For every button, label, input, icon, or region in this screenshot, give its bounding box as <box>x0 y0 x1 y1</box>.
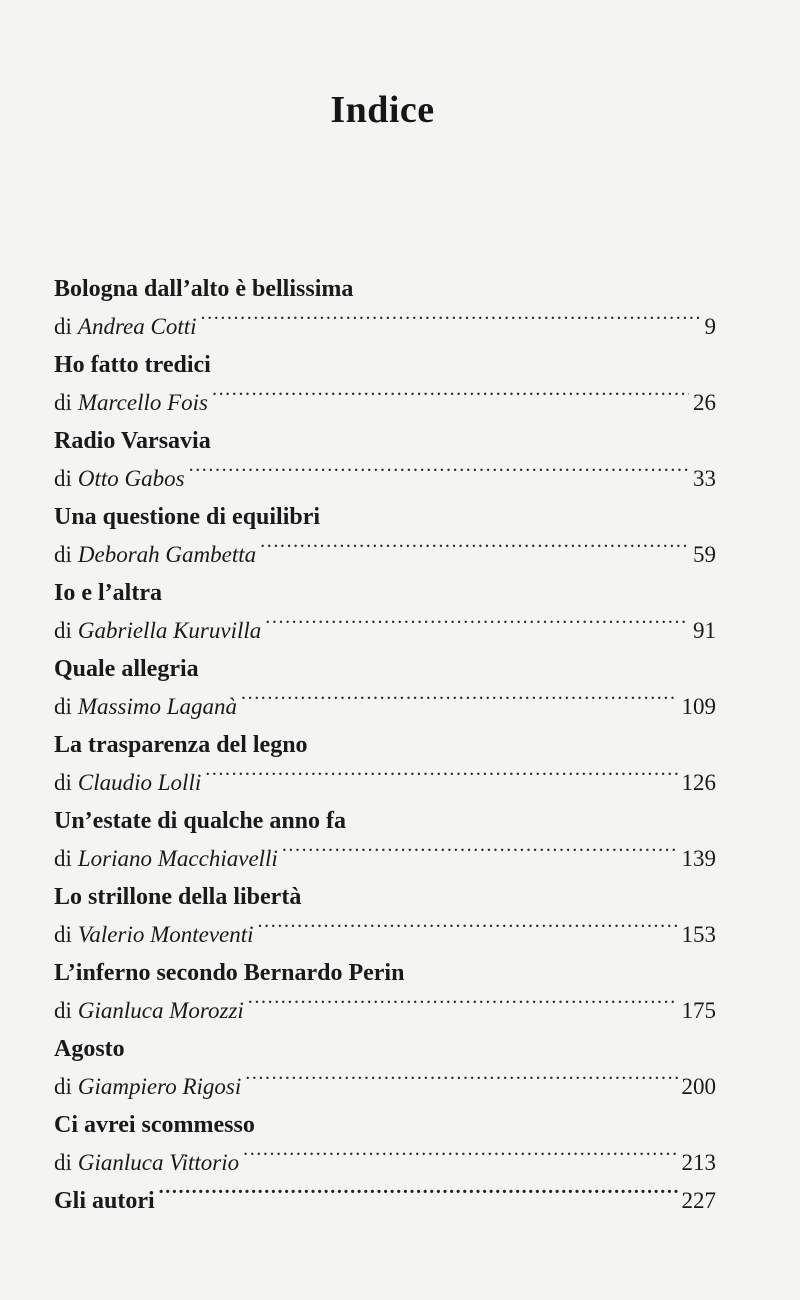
story-title: Radio Varsavia <box>54 428 211 454</box>
authors-entry <box>54 1182 716 1220</box>
author-prefix: di <box>54 998 72 1023</box>
author-name: Valerio Monteventi <box>77 922 254 947</box>
toc-entry <box>54 346 716 422</box>
dot-leader <box>241 691 678 714</box>
toc-entry <box>54 574 716 650</box>
author-line <box>54 764 716 802</box>
page-number: 59 <box>693 542 716 567</box>
dot-leader <box>258 919 678 942</box>
dot-leader <box>205 767 677 790</box>
author-prefix: di <box>54 1150 72 1175</box>
story-title: Io e l’altra <box>54 580 162 606</box>
dot-leader <box>201 311 701 334</box>
author-prefix: di <box>54 542 72 567</box>
page-number: 227 <box>681 1188 716 1213</box>
author-name: Marcello Fois <box>77 390 208 415</box>
story-title: Bologna dall’alto è bellissima <box>54 276 354 302</box>
story-title: Quale allegria <box>54 656 199 682</box>
author-name: Otto Gabos <box>77 466 185 491</box>
author-prefix: di <box>54 390 72 415</box>
page-title: Indice <box>330 89 435 131</box>
page-number: 33 <box>693 466 716 491</box>
page-number: 26 <box>693 390 716 415</box>
story-title: Un’estate di qualche anno fa <box>54 808 347 834</box>
page-number: 126 <box>681 770 716 795</box>
page-number: 91 <box>693 618 716 643</box>
author-line <box>54 384 716 422</box>
author-line <box>54 612 716 650</box>
story-title: Ho fatto tredici <box>54 352 211 378</box>
toc-entry <box>54 650 716 726</box>
dot-leader <box>248 995 678 1018</box>
dot-leader <box>189 463 689 486</box>
dot-leader <box>212 387 689 410</box>
author-line <box>54 308 716 346</box>
author-name: Claudio Lolli <box>77 770 202 795</box>
author-line <box>54 688 716 726</box>
author-prefix: di <box>54 1074 72 1099</box>
author-line <box>54 992 716 1030</box>
dot-leader <box>159 1184 678 1208</box>
author-name: Gianluca Morozzi <box>77 998 244 1023</box>
author-name: Andrea Cotti <box>77 314 197 339</box>
page-number: 213 <box>681 1150 716 1175</box>
author-line <box>54 460 716 498</box>
toc-entry <box>54 1030 716 1106</box>
table-of-contents <box>54 270 716 1220</box>
dot-leader <box>265 615 689 638</box>
author-name: Loriano Macchiavelli <box>77 846 278 871</box>
author-name: Gabriella Kuruvilla <box>77 618 262 643</box>
toc-entry <box>54 1106 716 1182</box>
page-number: 139 <box>681 846 716 871</box>
author-name: Massimo Laganà <box>77 694 237 719</box>
author-name: Giampiero Rigosi <box>77 1074 242 1099</box>
page-number: 153 <box>681 922 716 947</box>
author-prefix: di <box>54 922 72 947</box>
toc-entry <box>54 802 716 878</box>
authors-title: Gli autori <box>54 1188 155 1214</box>
page-number: 175 <box>681 998 716 1023</box>
toc-entry <box>54 726 716 802</box>
dot-leader <box>260 539 689 562</box>
author-line <box>54 1144 716 1182</box>
author-name: Deborah Gambetta <box>77 542 257 567</box>
author-line <box>54 536 716 574</box>
story-title: Ci avrei scommesso <box>54 1112 255 1138</box>
dot-leader <box>243 1147 677 1170</box>
author-prefix: di <box>54 770 72 795</box>
dot-leader <box>282 843 678 866</box>
author-prefix: di <box>54 694 72 719</box>
author-name: Gianluca Vittorio <box>77 1150 240 1175</box>
author-prefix: di <box>54 846 72 871</box>
toc-entry <box>54 270 716 346</box>
author-line <box>54 916 716 954</box>
story-title: La trasparenza del legno <box>54 732 308 758</box>
author-line <box>54 1068 716 1106</box>
page-number: 200 <box>681 1074 716 1099</box>
toc-entry <box>54 422 716 498</box>
page-number: 9 <box>704 314 716 339</box>
dot-leader <box>245 1071 677 1094</box>
author-prefix: di <box>54 618 72 643</box>
author-line <box>54 840 716 878</box>
author-prefix: di <box>54 314 72 339</box>
toc-entry <box>54 954 716 1030</box>
toc-entry <box>54 878 716 954</box>
story-title: Una questione di equilibri <box>54 504 321 530</box>
toc-entry <box>54 498 716 574</box>
story-title: Lo strillone della libertà <box>54 884 302 910</box>
author-prefix: di <box>54 466 72 491</box>
story-title: L’inferno secondo Bernardo Perin <box>54 960 405 986</box>
page-number: 109 <box>681 694 716 719</box>
story-title: Agosto <box>54 1036 125 1062</box>
